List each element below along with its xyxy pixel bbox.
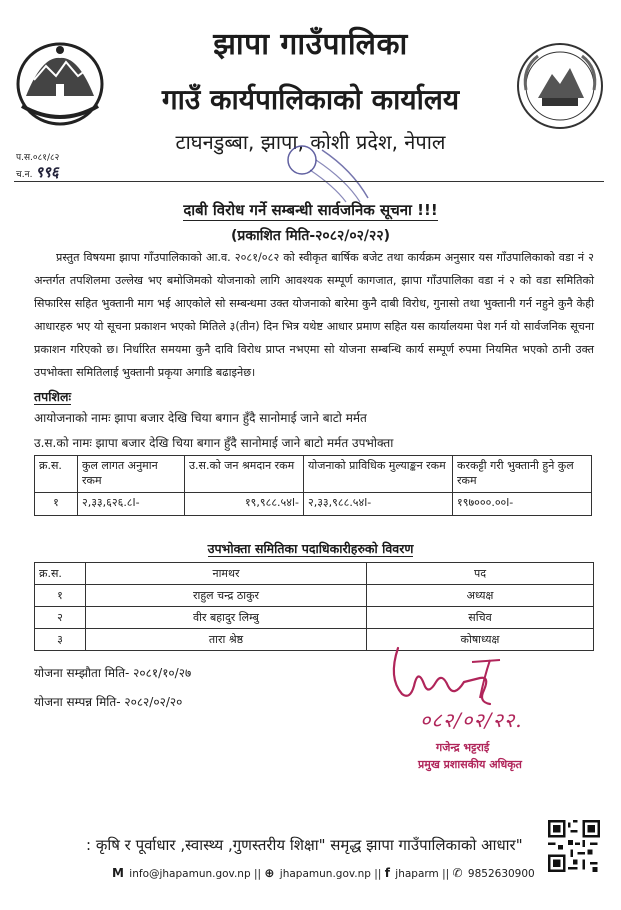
table-row (35, 493, 592, 516)
officials-table-header-row (35, 563, 594, 585)
published-date: (प्रकाशित मिति-२०८२/०२/२२) (230, 228, 391, 244)
cost-table-header: उ.स.को जन श्रमदान रकम (185, 456, 304, 493)
table-cell: राहुल चन्द्र ठाकुर (86, 585, 367, 607)
office-name: गाउँ कार्यपालिकाको कार्यालय (161, 83, 460, 116)
dispatch-number-value: ९९६ (35, 163, 59, 181)
table-cell: वीर बहादुर लिम्बु (86, 607, 367, 629)
table-cell: कोषाध्यक्ष (367, 629, 594, 651)
office-stamp-icon (272, 140, 382, 204)
officials-table-title-text: उपभोक्ता समितिका पदाधिकारीहरुको विवरण (207, 541, 414, 556)
office-address: टाघनडुब्बा, झापा, कोशी प्रदेश, नेपाल (175, 130, 446, 154)
phone-icon: ✆ (452, 866, 463, 880)
officer-title: प्रमुख प्रशासकीय अधिकृत (418, 758, 522, 771)
officer-signature (380, 638, 510, 708)
officials-table-header: नामथर (86, 563, 367, 585)
notice-title-text: दाबी विरोध गर्ने सम्बन्धी सार्वजनिक सूचना !!! (183, 201, 438, 219)
cost-table-header: क्र.स. (35, 456, 78, 493)
footer-separator: || (253, 868, 265, 880)
table-cell: १९,९८८.५४l- (185, 493, 304, 516)
qr-code-icon[interactable] (548, 820, 600, 872)
project-name: आयोजनाको नामः झापा बजार देखि चिया बगान हुँदै सानोमाई जाने बाटो मर्मत (34, 411, 367, 425)
table-cell: २ (35, 607, 86, 629)
officials-table-header: क्र.स. (35, 563, 86, 585)
cost-table-header: कुल लागत अनुमान रकम (78, 456, 185, 493)
table-cell: ३ (35, 629, 86, 651)
table-cell: अध्यक्ष (367, 585, 594, 607)
cost-table-header: योजनाको प्राविधिक मुल्याङ्कन रकम (304, 456, 453, 493)
table-cell: १ (35, 493, 78, 516)
dispatch-number-label: च.न. (16, 170, 33, 180)
table-cell: तारा श्रेष्ठ (86, 629, 367, 651)
notice-paragraph: प्रस्तुत विषयमा झापा गाँउपालिकाको आ.व. २०८१/०८२ को स्वीकृत बार्षिक बजेट तथा कार्यक्रम अनुसार यस गाँउपालिकाको वडा नं २ अन्तर्गत तपशिलमा उल्लेख भए बमोजिमको योजनाको लागि आवश्यक सम्पूर्ण कागजात, झापा गाँउपालिका वडा नं २ को वडा समितिको सिफारिस सहित भुक्तानी माग भई आएकोले सो सम्बन्धमा उक्त योजनाको बारेमा कुनै दाबी विरोध, गुनासो तथा भुक्तानी गर्न नहुने कुनै केही आधारहरु भए यो सूचना प्रकाशन भएको मितिले ३(तीन) दिन भित्र यथेष्ट आधार प्रमाण सहित यस कार्यालयमा पेश गर्न यो सार्वजनिक सूचना प्रकाशन गरिएको छ। निर्धारित समयमा कुनै दावि विरोध प्राप्त नभएमा सो योजना सम्बन्धि कार्य सम्पूर्ण रुपमा नियमित भएको ठानी उक्त उपभोक्ता समितिलाई भुक्तानी प्रकृया अगाडि बढाइनेछ। (34, 251, 594, 379)
officer-name: गजेन्द्र भट्टराई (436, 741, 490, 754)
facebook-icon: f (384, 866, 390, 880)
footer-phone[interactable]: 9852630900 (467, 868, 535, 880)
signature-date: ०८२/०२/२२. (420, 708, 523, 732)
footer-separator: || (374, 868, 385, 880)
table-cell: २,३३,९८८.५४l- (304, 493, 453, 516)
officials-table-header: पद (367, 563, 594, 585)
details-label-text: तपशिलः (34, 389, 71, 404)
table-row (35, 585, 594, 607)
cost-table-header: करकट्टी गरी भुक्तानी हुने कुल रकम (453, 456, 592, 493)
officials-table-title (0, 540, 621, 557)
dispatch-number-ref (16, 162, 59, 182)
cost-table (34, 455, 592, 516)
cost-table-header-row (35, 456, 592, 493)
table-row (35, 607, 594, 629)
agreement-date: योजना सम्झौता मिति- २०८१/१०/२७ (34, 666, 192, 680)
municipality-logo-icon (512, 38, 608, 134)
notice-title (0, 200, 621, 220)
officials-table (34, 562, 594, 651)
mail-icon: M (112, 866, 124, 880)
globe-icon: ⊕ (264, 866, 275, 880)
completion-date: योजना सम्पन्न मिति- २०८२/०२/२० (34, 695, 183, 709)
footer-contacts (112, 866, 535, 880)
municipality-name: झापा गाउँपालिका (213, 27, 408, 62)
table-cell: २,३३,६२६.८l- (78, 493, 185, 516)
header-divider (14, 181, 604, 182)
footer-separator: || (442, 868, 453, 880)
committee-name: उ.स.को नामः झापा बजार देखि चिया बगान हुँदै सानोमाई जाने बाटो मर्मत उपभोक्ता (34, 436, 394, 450)
footer-slogan: : कृषि र पूर्वाधार ,स्वास्थ्य ,गुणस्तरीय शिक्षा" समृद्ध झापा गाउँपालिकाको आधार" (86, 836, 523, 854)
table-cell: १ (35, 585, 86, 607)
footer-facebook[interactable]: jhaparm (395, 868, 439, 880)
footer-website[interactable]: jhapamun.gov.np (279, 868, 371, 880)
details-label (34, 388, 71, 405)
table-cell: १९७०००.००l- (453, 493, 592, 516)
footer-email[interactable]: info@jhapamun.gov.np (129, 868, 251, 880)
table-cell: सचिव (367, 607, 594, 629)
fiscal-year-ref: प.स.०८१/८२ (16, 153, 60, 163)
